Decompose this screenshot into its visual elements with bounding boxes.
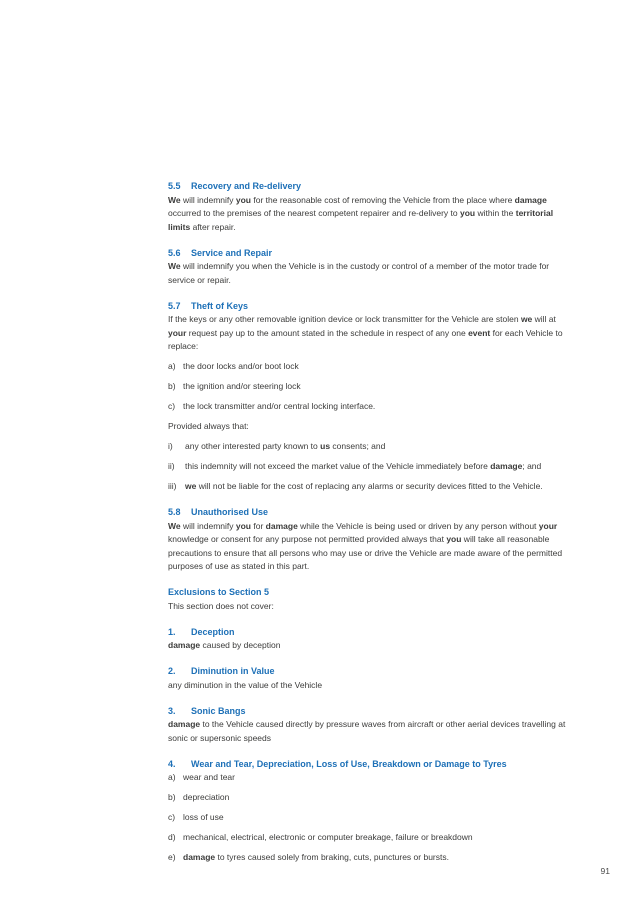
section-number: 5.6 bbox=[168, 247, 181, 258]
section-number: 4. bbox=[168, 758, 176, 769]
text-run: loss of use bbox=[183, 812, 224, 822]
section-title: Exclusions to Section 5 bbox=[168, 587, 270, 597]
page-content bbox=[168, 180, 576, 865]
list-item-text bbox=[183, 400, 375, 414]
text-run: for the reasonable cost of removing the Vehicle from the place where bbox=[251, 194, 515, 205]
section-heading bbox=[168, 758, 576, 771]
section-title: Recovery and Re-delivery bbox=[191, 181, 302, 191]
section-heading bbox=[168, 247, 576, 260]
list-item-text bbox=[183, 380, 301, 394]
list-item bbox=[168, 400, 576, 414]
list-item-label: b) bbox=[168, 792, 176, 802]
text-run: If the keys or any other removable ignition device or lock transmitter for the Vehicle are stolen bbox=[168, 314, 521, 324]
list-item-text bbox=[183, 851, 449, 865]
paragraph bbox=[168, 260, 576, 287]
bold-term: event bbox=[468, 327, 491, 338]
text-run: consents; and bbox=[330, 441, 386, 451]
section-number: 5.8 bbox=[168, 507, 181, 517]
text-run: to tyres caused solely from braking, cuts, punctures or bursts. bbox=[215, 852, 449, 862]
text-run: occurred to the premises of the nearest competent repairer and re-delivery to bbox=[168, 208, 460, 218]
bold-term: damage bbox=[168, 640, 201, 650]
text-run: to the Vehicle caused directly by pressure waves from aircraft or other aerial devices travelling at sonic or supersonic speeds bbox=[168, 719, 566, 743]
text-run: Provided always that: bbox=[168, 421, 249, 431]
page-number: 91 bbox=[600, 866, 610, 876]
list-item bbox=[168, 480, 576, 494]
paragraph bbox=[168, 718, 576, 745]
bold-term: We bbox=[168, 194, 181, 205]
list-item bbox=[168, 791, 576, 805]
list-item-label: a) bbox=[168, 772, 176, 782]
text-run: this indemnity will not exceed the market value of the Vehicle immediately before bbox=[185, 461, 491, 471]
text-run: will indemnify bbox=[180, 194, 236, 205]
list-item-label: i) bbox=[168, 441, 173, 451]
bold-term: us bbox=[320, 441, 331, 451]
section-number: 2. bbox=[168, 666, 176, 676]
text-run: after repair. bbox=[190, 221, 236, 232]
list-item-text bbox=[185, 460, 541, 474]
text-run: request pay up to the amount stated in the schedule in respect of any one bbox=[186, 327, 469, 338]
list-item-label: b) bbox=[168, 381, 176, 391]
list-item bbox=[168, 440, 576, 454]
section-title: Service and Repair bbox=[191, 247, 273, 258]
list-item bbox=[168, 460, 576, 474]
bold-term: you bbox=[235, 194, 252, 205]
bold-term: We bbox=[168, 520, 181, 531]
bold-term: you bbox=[235, 520, 252, 531]
text-run: will take all reasonable precautions to ensure that all persons who may use or drive the Vehicle are made aware of the permitted purposes of use as stated in this part. bbox=[168, 534, 563, 571]
text-run: caused by deception bbox=[200, 640, 281, 650]
text-run: will indemnify you when the Vehicle is in the custody or control of a member of the motor trade for service or repair. bbox=[168, 261, 550, 285]
section-heading bbox=[168, 506, 576, 519]
section-heading bbox=[168, 180, 576, 193]
section-number: 5.7 bbox=[168, 300, 181, 311]
list-item-text bbox=[183, 791, 229, 805]
bold-term: We bbox=[168, 261, 181, 271]
list-item-text bbox=[183, 811, 224, 825]
section-title: Sonic Bangs bbox=[191, 705, 246, 716]
text-run: will indemnify bbox=[180, 520, 236, 531]
paragraph bbox=[168, 420, 576, 434]
list-item-label: e) bbox=[168, 852, 176, 862]
paragraph bbox=[168, 520, 576, 574]
list-item-text bbox=[185, 480, 543, 494]
list-item-text bbox=[183, 771, 235, 785]
list-item bbox=[168, 811, 576, 825]
section-title: Unauthorised Use bbox=[191, 507, 269, 517]
bold-term: we bbox=[185, 481, 197, 491]
list-item bbox=[168, 360, 576, 374]
list-item-label: a) bbox=[168, 361, 176, 371]
bold-term: your bbox=[168, 327, 187, 338]
text-run: ; and bbox=[522, 461, 542, 471]
paragraph bbox=[168, 639, 576, 653]
bold-term: damage bbox=[490, 461, 523, 471]
paragraph bbox=[168, 313, 576, 354]
section-heading bbox=[168, 586, 576, 599]
list-item-label: c) bbox=[168, 401, 176, 411]
bold-term: damage bbox=[265, 520, 298, 531]
paragraph bbox=[168, 600, 576, 614]
section-title: Deception bbox=[191, 626, 235, 637]
list-item bbox=[168, 771, 576, 785]
section-heading bbox=[168, 626, 576, 639]
list-item-label: d) bbox=[168, 832, 176, 842]
list-item-label: ii) bbox=[168, 461, 175, 471]
text-run: for bbox=[251, 520, 266, 531]
bold-term: territorial limits bbox=[168, 208, 554, 232]
text-run: knowledge or consent for any purpose not permitted provided always that bbox=[168, 534, 447, 544]
bold-term: you bbox=[446, 534, 462, 544]
section-number: 3. bbox=[168, 705, 176, 716]
list-item-label: iii) bbox=[168, 481, 177, 491]
list-item-text bbox=[183, 831, 473, 845]
section-number: 5.5 bbox=[168, 181, 181, 191]
section-title: Wear and Tear, Depreciation, Loss of Use, Breakdown or Damage to Tyres bbox=[191, 758, 507, 769]
text-run: wear and tear bbox=[183, 772, 235, 782]
bold-term: damage bbox=[514, 194, 547, 205]
text-run: within the bbox=[475, 208, 516, 218]
bold-term: your bbox=[538, 520, 558, 531]
bold-term: you bbox=[459, 208, 476, 218]
text-run: will at bbox=[532, 314, 556, 324]
list-item bbox=[168, 851, 576, 865]
list-item-label: c) bbox=[168, 812, 176, 822]
section-number: 1. bbox=[168, 626, 176, 637]
section-heading bbox=[168, 665, 576, 678]
bold-term: damage bbox=[183, 852, 216, 862]
text-run: This section does not cover: bbox=[168, 600, 274, 611]
paragraph bbox=[168, 194, 576, 235]
section-title: Theft of Keys bbox=[191, 300, 249, 311]
bold-term: we bbox=[520, 314, 533, 324]
text-run: mechanical, electrical, electronic or computer breakage, failure or breakdown bbox=[183, 832, 473, 842]
bold-term: damage bbox=[168, 719, 201, 729]
text-run: the ignition and/or steering lock bbox=[183, 381, 301, 391]
text-run: depreciation bbox=[183, 792, 230, 802]
text-run: for each Vehicle to replace: bbox=[168, 327, 563, 351]
text-run: will not be liable for the cost of replacing any alarms or security devices fitted to the Vehicle. bbox=[196, 481, 543, 491]
text-run: while the Vehicle is being used or driven by any person without bbox=[297, 520, 539, 531]
section-title: Diminution in Value bbox=[191, 666, 275, 676]
text-run: the door locks and/or boot lock bbox=[183, 361, 299, 371]
paragraph bbox=[168, 679, 576, 693]
section-heading bbox=[168, 300, 576, 313]
text-run: any other interested party known to bbox=[185, 441, 321, 451]
list-item-text bbox=[185, 440, 385, 454]
text-run: the lock transmitter and/or central locking interface. bbox=[183, 401, 376, 411]
list-item bbox=[168, 831, 576, 845]
list-item bbox=[168, 380, 576, 394]
text-run: any diminution in the value of the Vehicle bbox=[168, 679, 323, 690]
list-item-text bbox=[183, 360, 299, 374]
section-heading bbox=[168, 705, 576, 718]
